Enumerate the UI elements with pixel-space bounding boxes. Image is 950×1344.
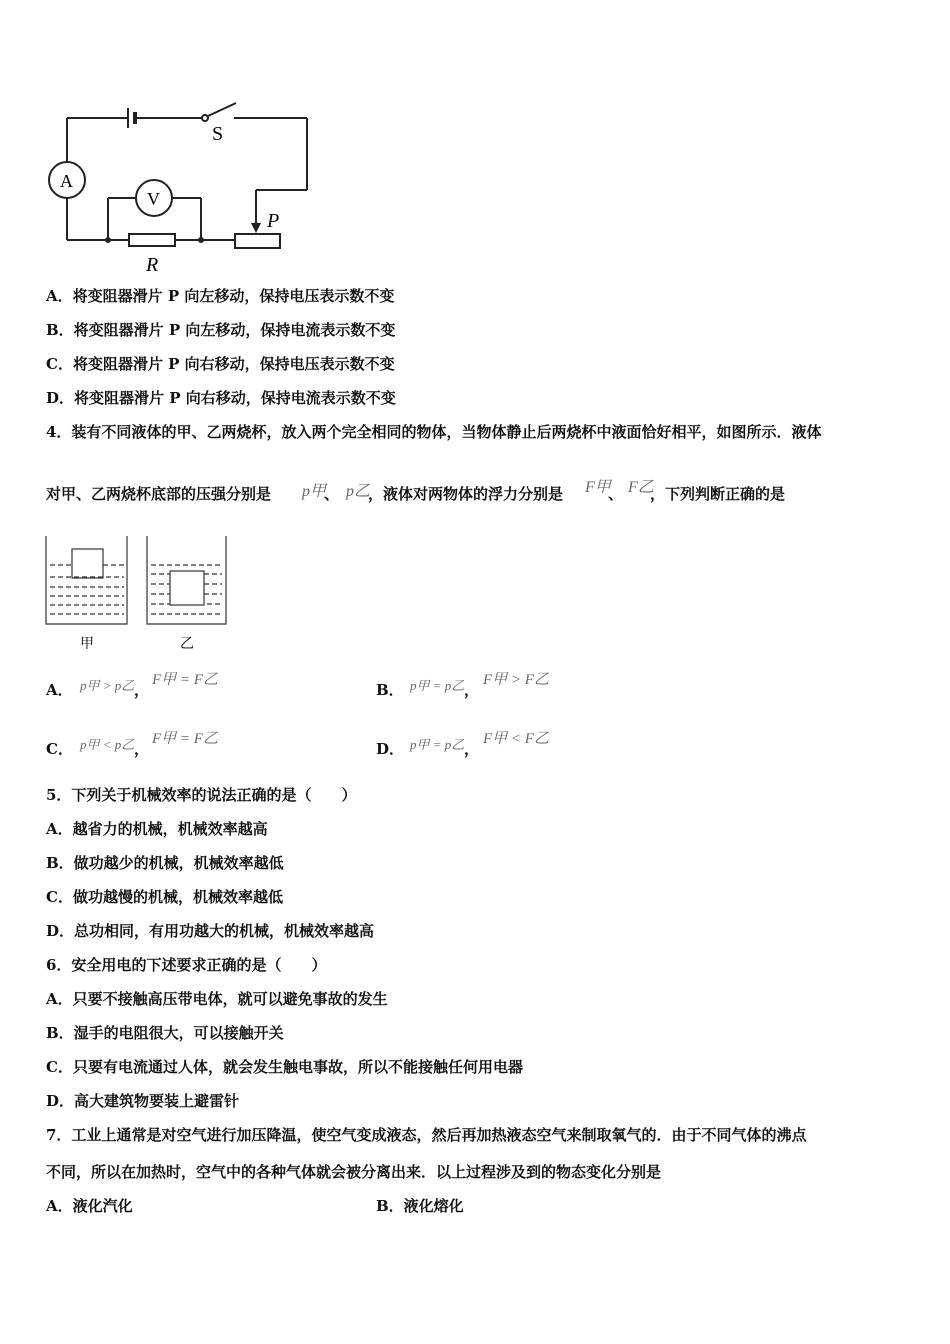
q4-option-d-rel1: p甲 = p乙 bbox=[410, 737, 465, 752]
q4-option-a-rel2: F甲 = F乙 bbox=[152, 672, 218, 688]
q6-option-d: D．高大建筑物要装上避雷针 bbox=[46, 1092, 240, 1110]
q7-option-b: B．液化熔化 bbox=[376, 1197, 464, 1215]
q4-option-c-rel2: F甲 = F乙 bbox=[152, 731, 218, 747]
q7-stem-line1: 7．工业上通常是对空气进行加压降温，使空气变成液态，然后再加热液态空气来制取氧气的．由于不同气体的沸点 bbox=[46, 1126, 807, 1144]
q4-option-d-rel2: F甲 < F乙 bbox=[483, 731, 549, 747]
q6-option-a: A．只要不接触高压带电体，就可以避免事故的发生 bbox=[46, 990, 388, 1008]
q4-sep-1: 、 bbox=[324, 485, 340, 503]
voltmeter-label: V bbox=[147, 189, 160, 209]
q4-option-c-rel1: p甲 < p乙 bbox=[80, 737, 135, 752]
q4-option-b-rel1: p甲 = p乙 bbox=[410, 678, 465, 693]
q6-stem: 6．安全用电的下述要求正确的是（ ） bbox=[46, 956, 327, 974]
q4-option-d-comma: ， bbox=[464, 740, 480, 758]
q4-option-a-rel1: p甲 > p乙 bbox=[80, 678, 135, 693]
q3-option-b: B．将变阻器滑片 P 向左移动，保持电流表示数不变 bbox=[46, 321, 396, 339]
q4-stem-line2a: 对甲、乙两烧杯底部的压强分别是 bbox=[46, 485, 272, 503]
q4-option-c-letter: C． bbox=[46, 740, 73, 758]
F-yi-symbol: F乙 bbox=[628, 479, 654, 496]
q4-stem-line2c: ，下列判断正确的是 bbox=[650, 485, 786, 503]
beaker-label-yi: 乙 bbox=[180, 637, 194, 652]
q4-option-b-letter: B． bbox=[376, 681, 404, 699]
q6-option-b: B．湿手的电阻很大，可以接触开关 bbox=[46, 1024, 284, 1042]
q5-stem: 5．下列关于机械效率的说法正确的是（ ） bbox=[46, 786, 357, 804]
slider-label: P bbox=[267, 210, 280, 232]
q3-option-c: C．将变阻器滑片 P 向右移动，保持电压表示数不变 bbox=[46, 355, 395, 373]
q4-sep-2: 、 bbox=[608, 485, 624, 503]
q5-option-b: B．做功越少的机械，机械效率越低 bbox=[46, 854, 284, 872]
q5-option-c: C．做功越慢的机械，机械效率越低 bbox=[46, 888, 283, 906]
q4-stem-line2b: ，液体对两物体的浮力分别是 bbox=[368, 485, 564, 503]
beaker-label-jia: 甲 bbox=[80, 637, 94, 652]
q4-option-a-comma: ， bbox=[134, 681, 150, 699]
ammeter-label: A bbox=[60, 171, 73, 191]
beakers-diagram bbox=[40, 532, 240, 657]
q4-option-a-letter: A． bbox=[46, 681, 73, 699]
q3-option-d: D．将变阻器滑片 P 向右移动，保持电流表示数不变 bbox=[46, 389, 396, 407]
q7-option-a: A．液化汽化 bbox=[46, 1197, 133, 1215]
q4-option-c-comma: ， bbox=[134, 740, 150, 758]
q5-option-a: A．越省力的机械，机械效率越高 bbox=[46, 820, 268, 838]
circuit-diagram bbox=[40, 95, 330, 280]
resistor-label: R bbox=[146, 254, 159, 276]
p-yi-symbol: p乙 bbox=[346, 483, 371, 500]
q4-option-b-comma: ， bbox=[464, 681, 480, 699]
q7-stem-line2: 不同，所以在加热时，空气中的各种气体就会被分离出来．以上过程涉及到的物态变化分别是 bbox=[46, 1163, 662, 1181]
F-jia-symbol: F甲 bbox=[585, 479, 611, 496]
q4-option-b-rel2: F甲 > F乙 bbox=[483, 672, 549, 688]
q6-option-c: C．只要有电流通过人体，就会发生触电事故，所以不能接触任何用电器 bbox=[46, 1058, 523, 1076]
q4-stem-line1: 4．装有不同液体的甲、乙两烧杯，放入两个完全相同的物体，当物体静止后两烧杯中液面恰好相平，如图所示．液体 bbox=[46, 423, 822, 441]
q3-option-a: A．将变阻器滑片 P 向左移动，保持电压表示数不变 bbox=[46, 287, 395, 305]
q5-option-d: D．总功相同，有用功越大的机械，机械效率越高 bbox=[46, 922, 375, 940]
p-jia-symbol: p甲 bbox=[302, 483, 327, 500]
switch-label: S bbox=[212, 123, 224, 145]
q4-option-d-letter: D． bbox=[376, 740, 405, 758]
